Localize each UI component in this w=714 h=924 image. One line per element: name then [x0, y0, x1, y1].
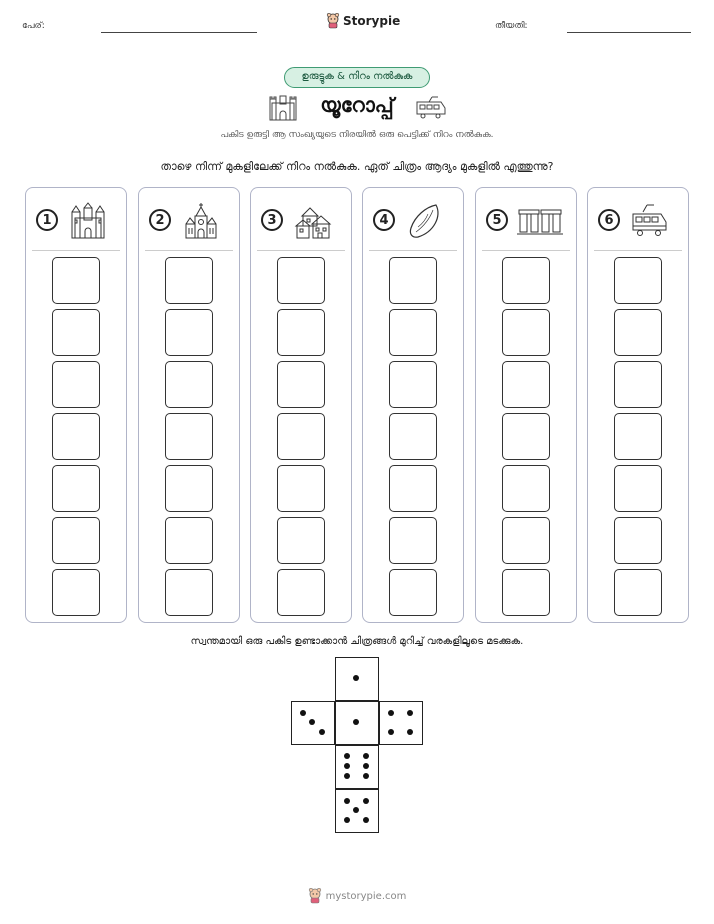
column-6 [587, 187, 689, 623]
color-box[interactable] [277, 465, 325, 512]
color-box[interactable] [389, 517, 437, 564]
name-field-line[interactable] [101, 32, 257, 33]
color-box[interactable] [165, 361, 213, 408]
activity-badge: ഉരുട്ടുക & നിറം നൽകുക [284, 67, 430, 88]
column-divider [32, 250, 120, 251]
pip [344, 763, 350, 769]
brand-logo [326, 13, 400, 29]
color-box[interactable] [614, 361, 662, 408]
column-number: 3 [261, 209, 283, 231]
pip [344, 753, 350, 759]
dice-instruction: സ്വന്തമായി ഒരു പകിട ഉണ്ടാക്കാൻ ചിത്രങ്ങൾ മുറിച്ച് വരകളിലൂടെ മടക്കുക. [190, 636, 524, 647]
column-number: 6 [598, 209, 620, 231]
color-box[interactable] [389, 413, 437, 460]
pip [388, 729, 394, 735]
dice-face-center [335, 701, 379, 745]
color-box[interactable] [502, 569, 550, 616]
pip [309, 719, 315, 725]
column-number: 4 [373, 209, 395, 231]
pip [353, 719, 359, 725]
pip [344, 817, 350, 823]
color-box[interactable] [502, 517, 550, 564]
color-box[interactable] [52, 413, 100, 460]
page-title: യൂറോപ്പ് [320, 93, 394, 117]
color-box[interactable] [614, 257, 662, 304]
column-number: 1 [36, 209, 58, 231]
column-1 [25, 187, 127, 623]
pip [344, 798, 350, 804]
color-box[interactable] [165, 465, 213, 512]
color-box[interactable] [502, 361, 550, 408]
column-divider [594, 250, 682, 251]
pip [353, 807, 359, 813]
color-box[interactable] [277, 361, 325, 408]
pip [363, 817, 369, 823]
pip [319, 729, 325, 735]
dice-face-right [379, 701, 423, 745]
color-box[interactable] [52, 309, 100, 356]
pip [363, 773, 369, 779]
column-4 [362, 187, 464, 623]
castle-icon [69, 202, 107, 240]
color-box[interactable] [277, 257, 325, 304]
column-2 [138, 187, 240, 623]
color-box[interactable] [52, 257, 100, 304]
pip [363, 798, 369, 804]
pip [363, 753, 369, 759]
color-box[interactable] [165, 517, 213, 564]
stonehenge-icon [517, 202, 563, 240]
column-divider [145, 250, 233, 251]
almond-icon [406, 202, 444, 240]
color-box[interactable] [165, 569, 213, 616]
name-label: പേര്: [22, 21, 45, 31]
color-box[interactable] [614, 517, 662, 564]
color-box[interactable] [52, 465, 100, 512]
brand-name: Storypie [343, 14, 401, 28]
color-box[interactable] [389, 309, 437, 356]
column-number: 5 [486, 209, 508, 231]
color-box[interactable] [52, 569, 100, 616]
column-divider [369, 250, 457, 251]
footer [0, 888, 714, 904]
color-box[interactable] [52, 517, 100, 564]
pip [344, 773, 350, 779]
storypie-mascot-icon [326, 13, 340, 29]
date-label: തീയതി: [495, 21, 528, 31]
color-box[interactable] [502, 465, 550, 512]
pip [388, 710, 394, 716]
pip [353, 675, 359, 681]
dice-face-left [291, 701, 335, 745]
color-box[interactable] [502, 309, 550, 356]
tram-icon [631, 202, 669, 240]
color-box[interactable] [389, 569, 437, 616]
column-3 [250, 187, 352, 623]
pip [407, 729, 413, 735]
village-icon [294, 202, 332, 240]
color-box[interactable] [165, 257, 213, 304]
question: താഴെ നിന്ന് മുകളിലേക്ക് നിറം നൽകുക. ഏത് ചിത്രം ആദ്യം മുകളിൽ എത്തുന്നു? [160, 160, 554, 173]
color-box[interactable] [502, 413, 550, 460]
subtitle: പകിട ഉരുട്ടി ആ സംഖ്യയുടെ നിരയിൽ ഒരു പെട്ടിക്ക് നിറം നൽകുക. [220, 130, 494, 140]
cathedral-icon [182, 202, 220, 240]
color-box[interactable] [277, 309, 325, 356]
color-box[interactable] [52, 361, 100, 408]
pip [300, 710, 306, 716]
color-box[interactable] [389, 257, 437, 304]
tram-title-icon [414, 96, 448, 120]
color-box[interactable] [614, 569, 662, 616]
color-box[interactable] [389, 465, 437, 512]
color-box[interactable] [502, 257, 550, 304]
color-box[interactable] [389, 361, 437, 408]
date-field-line[interactable] [567, 32, 691, 33]
dice-face-bottom [335, 789, 379, 833]
dice-face-lower [335, 745, 379, 789]
color-box[interactable] [614, 413, 662, 460]
dice-face-top [335, 657, 379, 701]
castle-title-icon [268, 93, 298, 121]
column-divider [257, 250, 345, 251]
color-box[interactable] [614, 309, 662, 356]
column-number: 2 [149, 209, 171, 231]
column-5 [475, 187, 577, 623]
color-box[interactable] [277, 413, 325, 460]
color-box[interactable] [277, 517, 325, 564]
column-divider [482, 250, 570, 251]
color-box[interactable] [165, 413, 213, 460]
color-box[interactable] [277, 569, 325, 616]
pip [407, 710, 413, 716]
color-box[interactable] [614, 465, 662, 512]
storypie-mascot-icon [308, 888, 322, 904]
footer-url[interactable]: mystorypie.com [325, 890, 407, 902]
color-box[interactable] [165, 309, 213, 356]
pip [363, 763, 369, 769]
